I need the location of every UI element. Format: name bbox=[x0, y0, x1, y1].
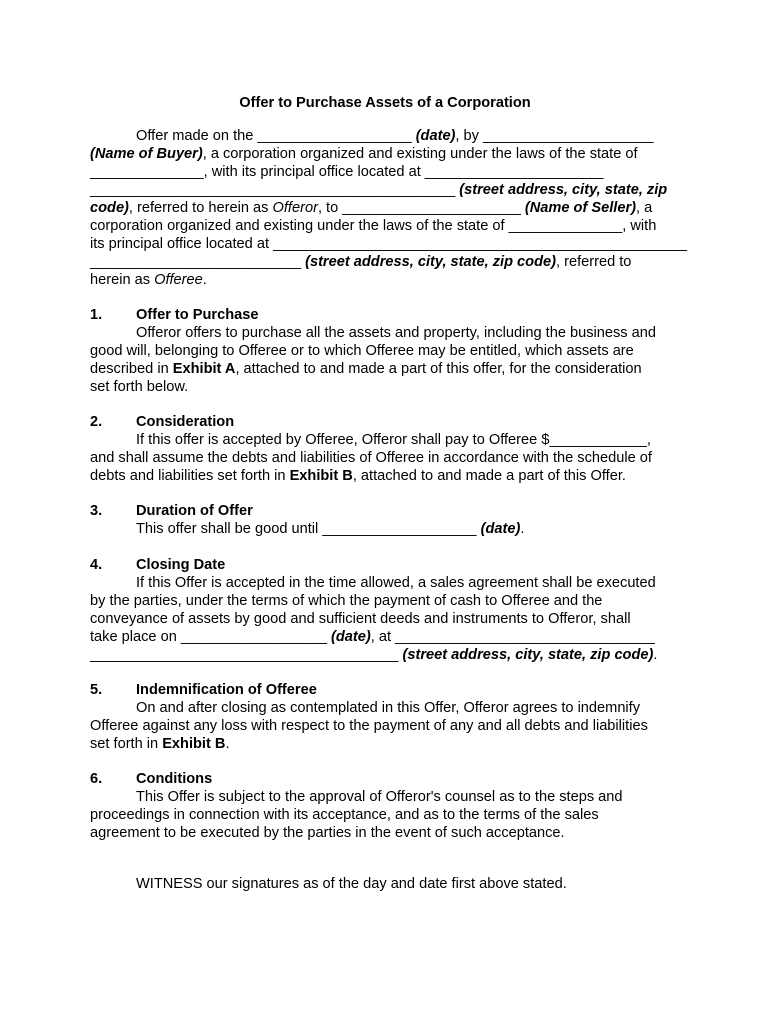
section-text: described in bbox=[90, 361, 173, 377]
section-text: , at ________________________________ bbox=[370, 629, 655, 645]
section-title: Conditions bbox=[136, 771, 213, 787]
section-line: good will, belonging to Offeree or to which Offeree may be entitled, which assets are bbox=[90, 343, 634, 359]
section-line: and shall assume the debts and liabilities of Offeree in accordance with the schedule of bbox=[90, 450, 652, 466]
section-number: 2. bbox=[90, 414, 103, 430]
section-text: This offer shall be good until ___________________ bbox=[136, 521, 481, 537]
section-title: Duration of Offer bbox=[136, 503, 253, 519]
section-line bbox=[90, 467, 680, 485]
section-line bbox=[90, 628, 680, 646]
intro-text: herein as bbox=[90, 272, 155, 288]
intro-text: . bbox=[202, 272, 207, 288]
section-conditions bbox=[90, 770, 680, 842]
section-title: Offer to Purchase bbox=[136, 307, 259, 323]
section-line: Offeree against any loss with respect to the payment of any and all debts and liabilities bbox=[90, 718, 648, 734]
section-text: . bbox=[653, 647, 658, 663]
intro-line-8 bbox=[90, 253, 680, 271]
offeror-term: Offeror bbox=[272, 200, 318, 216]
section-number: 5. bbox=[90, 682, 103, 698]
section-text: debts and liabilities set forth in bbox=[90, 468, 290, 484]
section-text: , attached to and made a part of this offer, for the consideration bbox=[235, 361, 642, 377]
section-line: agreement to be executed by the parties in the event of such acceptance. bbox=[90, 825, 565, 841]
intro-text: _____________________________________________ bbox=[90, 182, 460, 198]
section-line: If this offer is accepted by Offeree, Offeror shall pay to Offeree $____________, bbox=[136, 432, 651, 448]
section-number: 1. bbox=[90, 307, 103, 323]
section-heading bbox=[90, 306, 680, 324]
intro-text: Offer made on the ___________________ bbox=[136, 128, 416, 144]
buyer-label: (Name of Buyer) bbox=[90, 146, 203, 162]
intro-line-9 bbox=[90, 271, 680, 289]
section-line: conveyance of assets by good and sufficient deeds and instruments to Offeror, shall bbox=[90, 611, 631, 627]
intro-text: , a bbox=[636, 200, 653, 216]
intro-line-4 bbox=[90, 181, 680, 199]
section-heading bbox=[90, 502, 680, 520]
witness-statement bbox=[90, 875, 680, 893]
section-text: set forth in bbox=[90, 736, 163, 752]
section-heading bbox=[90, 556, 680, 574]
date-label: (date) bbox=[415, 128, 456, 144]
witness-line: WITNESS our signatures as of the day and date first above stated. bbox=[136, 876, 567, 892]
section-line bbox=[90, 360, 680, 378]
address-label: (street address, city, state, zip code) bbox=[305, 254, 556, 270]
section-heading bbox=[90, 413, 680, 431]
section-line: This Offer is subject to the approval of Offeror's counsel as to the steps and bbox=[136, 789, 623, 805]
section-line bbox=[90, 520, 680, 538]
section-line bbox=[90, 735, 680, 753]
section-line: proceedings in connection with its acceptance, and as to the terms of the sales bbox=[90, 807, 599, 823]
address-label: (street address, city, state, zip bbox=[459, 182, 668, 198]
intro-text: , to ______________________ bbox=[317, 200, 525, 216]
section-text: . bbox=[225, 736, 230, 752]
exhibit-b-ref: Exhibit B bbox=[162, 736, 226, 752]
section-text: , attached to and made a part of this Offer. bbox=[352, 468, 626, 484]
document-title: Offer to Purchase Assets of a Corporation bbox=[239, 95, 531, 111]
intro-line-7: its principal office located at ___________________________________________________ bbox=[90, 236, 687, 252]
section-line: Offeror offers to purchase all the assets and property, including the business and bbox=[136, 325, 657, 341]
section-line: If this Offer is accepted in the time allowed, a sales agreement shall be executed bbox=[136, 575, 656, 591]
section-line bbox=[90, 646, 680, 664]
date-label: (date) bbox=[480, 521, 521, 537]
section-closing-date bbox=[90, 556, 680, 664]
intro-text: , referred to bbox=[555, 254, 632, 270]
section-line: by the parties, under the terms of which the payment of cash to Offeree and the bbox=[90, 593, 603, 609]
address-label: (street address, city, state, zip code) bbox=[402, 647, 654, 663]
intro-text: , referred to herein as bbox=[128, 200, 273, 216]
intro-text: , a corporation organized and existing under the laws of the state of bbox=[202, 146, 638, 162]
section-number: 4. bbox=[90, 557, 103, 573]
section-heading bbox=[90, 681, 680, 699]
intro-line-1 bbox=[90, 127, 680, 145]
section-indemnification bbox=[90, 681, 680, 753]
exhibit-a-ref: Exhibit A bbox=[172, 361, 236, 377]
offeree-term: Offeree bbox=[154, 272, 203, 288]
date-label: (date) bbox=[331, 629, 371, 645]
section-heading bbox=[90, 770, 680, 788]
section-line: On and after closing as contemplated in this Offer, Offeror agrees to indemnify bbox=[136, 700, 641, 716]
address-label: code) bbox=[90, 200, 129, 216]
section-title: Closing Date bbox=[136, 557, 226, 573]
intro-text: , by _____________________ bbox=[455, 128, 654, 144]
section-duration bbox=[90, 502, 680, 538]
seller-label: (Name of Seller) bbox=[524, 200, 636, 216]
section-title: Indemnification of Offeree bbox=[136, 682, 317, 698]
intro-text: __________________________ bbox=[90, 254, 306, 270]
section-offer-to-purchase bbox=[90, 306, 680, 396]
section-title: Consideration bbox=[136, 414, 235, 430]
intro-paragraph bbox=[90, 127, 687, 289]
section-line: set forth below. bbox=[90, 379, 189, 395]
intro-line-6: corporation organized and existing under the laws of the state of ______________, with bbox=[90, 218, 657, 234]
section-number: 3. bbox=[90, 503, 103, 519]
section-text: . bbox=[520, 521, 525, 537]
intro-line-2 bbox=[90, 145, 680, 163]
exhibit-b-ref: Exhibit B bbox=[289, 468, 353, 484]
intro-line-3: ______________, with its principal office located at ______________________ bbox=[90, 164, 604, 180]
section-text: ______________________________________ bbox=[90, 647, 403, 663]
section-number: 6. bbox=[90, 771, 103, 787]
section-consideration bbox=[90, 413, 680, 485]
intro-line-5 bbox=[90, 199, 680, 217]
section-text: take place on __________________ bbox=[90, 629, 332, 645]
